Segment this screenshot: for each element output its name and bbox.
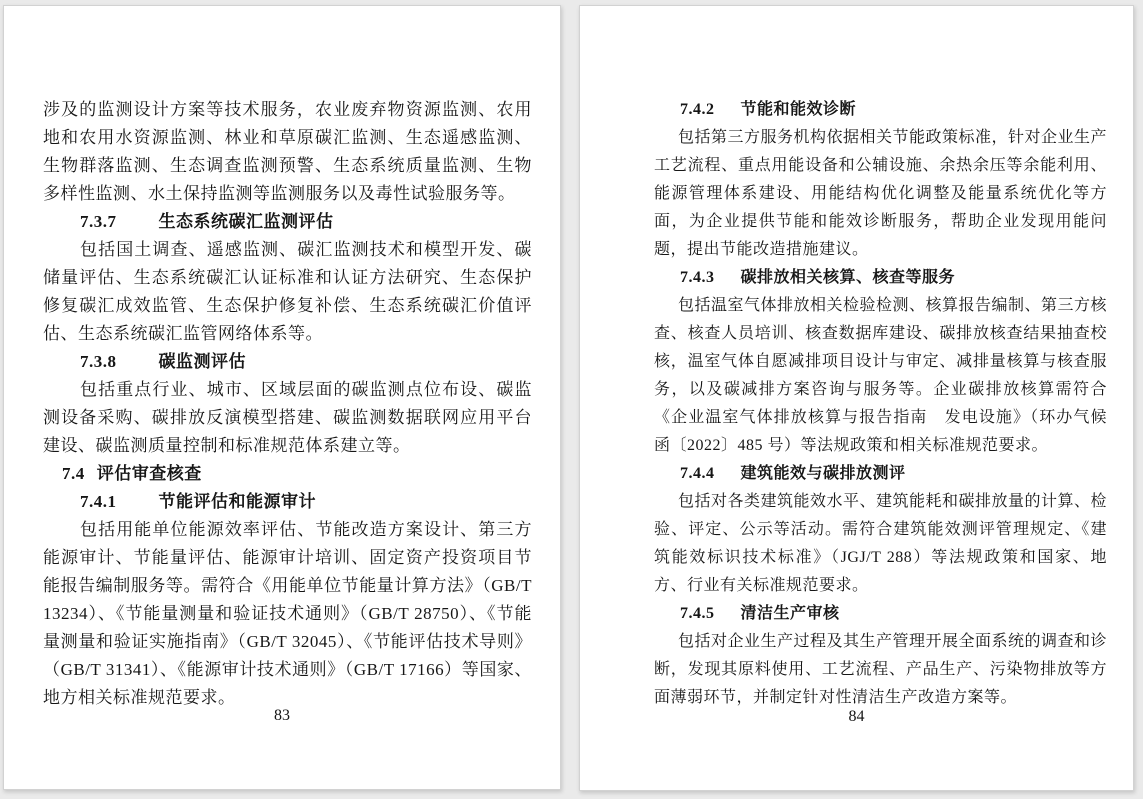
section-heading-7-4-5	[654, 600, 1107, 628]
paragraph: 包括用能单位能源效率评估、节能改造方案设计、第三方能源审计、节能量评估、能源审计培训、固定资产投资项目节能报告编制服务等。需符合《用能单位节能量计算方法》（GB/T 13234）、《节能量测量和验证技术通则》（GB/T 28750）、《节能量测量和验证实施指南》（GB/T 32045）、《节能评估技术导则》（GB/T 31341）、《能源审计技术通则》（GB/T 17166）等国家、地方相关标准规范要求。	[43, 520, 532, 707]
page-84-content	[580, 6, 1133, 712]
section-heading-7-3-8	[43, 348, 532, 376]
page-number: 83	[274, 707, 290, 724]
section-number: 7.4.1	[80, 492, 117, 511]
section-heading-7-4-3	[654, 264, 1107, 292]
section-title: 建筑能效与碳排放测评	[740, 465, 906, 482]
page-83-content	[4, 6, 560, 712]
section-title: 碳排放相关核算、核查等服务	[740, 269, 956, 286]
section-heading-7-4-1	[43, 488, 532, 516]
section-heading-7-4	[43, 460, 532, 488]
section-title: 生态系统碳汇监测评估	[158, 212, 334, 231]
paragraph: 包括温室气体排放相关检验检测、核算报告编制、第三方核查、核查人员培训、核查数据库建设、碳排放核查结果抽查校核，温室气体自愿减排项目设计与审定、减排量核算与核查服务，以及碳减排方案咨询与服务等。企业碳排放核算需符合《企业温室气体排放核算与报告指南 发电设施》（环办气候函〔2022〕485 号）等法规政策和相关标准规范要求。	[654, 297, 1108, 454]
paragraph: 包括第三方服务机构依据相关节能政策标准，针对企业生产工艺流程、重点用能设备和公辅设施、余热余压等余能利用、能源管理体系建设、用能结构优化调整及能量系统优化等方面，为企业提供节能和能效诊断服务，帮助企业发现用能问题，提出节能改造措施建议。	[654, 129, 1108, 258]
paragraph: 包括对企业生产过程及其生产管理开展全面系统的调查和诊断，发现其原料使用、工艺流程、产品生产、污染物排放等方面薄弱环节，并制定针对性清洁生产改造方案等。	[654, 633, 1108, 706]
paragraph: 包括对各类建筑能效水平、建筑能耗和碳排放量的计算、检验、评定、公示等活动。需符合建筑能效测评管理规定、《建筑能效标识技术标准》（JGJ/T 288）等法规政策和国家、地方、行业有关标准规范要求。	[654, 493, 1108, 594]
section-title: 清洁生产审核	[740, 605, 840, 622]
section-title: 评估审查核查	[96, 464, 202, 483]
section-heading-7-3-7	[43, 208, 532, 236]
paragraph: 包括重点行业、城市、区域层面的碳监测点位布设、碳监测设备采购、碳排放反演模型搭建、碳监测数据联网应用平台建设、碳监测质量控制和标准规范体系建立等。	[43, 380, 532, 455]
section-number: 7.3.7	[80, 212, 117, 231]
document-page-84	[579, 5, 1134, 791]
section-number: 7.4.4	[680, 465, 715, 482]
section-number: 7.4	[62, 464, 85, 483]
paragraph: 包括国土调查、遥感监测、碳汇监测技术和模型开发、碳储量评估、生态系统碳汇认证标准和认证方法研究、生态保护修复碳汇成效监管、生态保护修复补偿、生态系统碳汇价值评估、生态系统碳汇监管网络体系等。	[43, 240, 532, 343]
section-title: 节能和能效诊断	[740, 101, 857, 118]
section-title: 节能评估和能源审计	[158, 492, 316, 511]
section-heading-7-4-2	[654, 96, 1107, 124]
page-number: 84	[848, 708, 865, 725]
section-number: 7.4.2	[680, 101, 715, 118]
section-heading-7-4-4	[654, 460, 1107, 488]
section-title: 碳监测评估	[158, 352, 246, 371]
section-number: 7.4.3	[680, 269, 715, 286]
document-page-83	[3, 5, 561, 790]
section-number: 7.4.5	[680, 605, 715, 622]
section-number: 7.3.8	[80, 352, 117, 371]
paragraph: 涉及的监测设计方案等技术服务，农业废弃物资源监测、农用地和农用水资源监测、林业和草原碳汇监测、生态遥感监测、生物群落监测、生态调查监测预警、生态系统质量监测、生物多样性监测、水土保持监测等监测服务以及毒性试验服务等。	[43, 100, 532, 203]
